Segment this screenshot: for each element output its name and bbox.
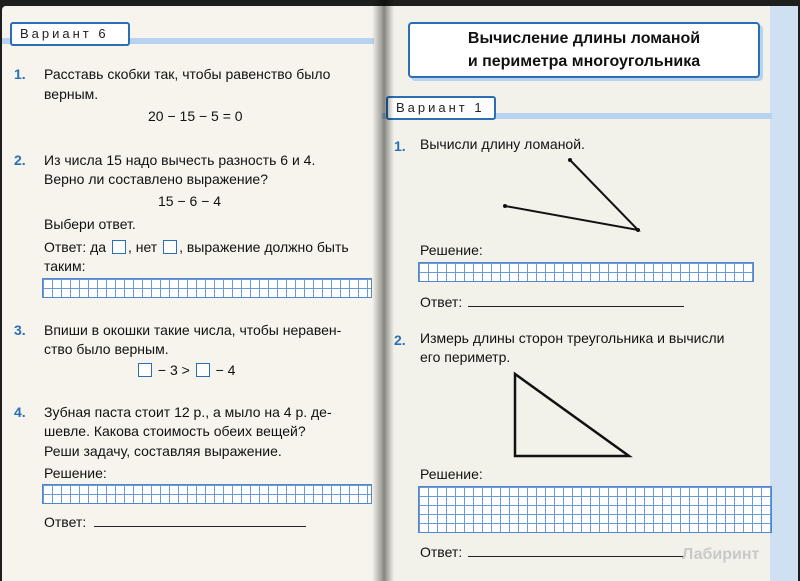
right-task-1-answer-label: Ответ: — [420, 294, 463, 310]
broken-line-point-2 — [636, 228, 640, 232]
right-task-2-solution-label: Решение: — [420, 466, 483, 482]
right-page — [382, 6, 798, 581]
task-2-choose: Выбери ответ. — [44, 216, 136, 232]
right-task-2-line-1: Измерь длины сторон треугольника и вычисли — [420, 330, 725, 346]
watermark: Лабиринт — [682, 546, 760, 563]
book-spine — [372, 0, 394, 581]
broken-line-point-3 — [503, 204, 507, 208]
task-4-answer-line[interactable] — [94, 526, 306, 527]
inequality-input-2[interactable] — [196, 363, 210, 377]
task-3-inequality — [136, 362, 235, 378]
task-4-solution-label: Решение: — [44, 465, 107, 481]
topic-title-line-2: и периметра многоугольника — [467, 53, 701, 70]
inequality-input-1[interactable] — [138, 363, 152, 377]
task-3-expr-end: − 4 — [215, 362, 236, 378]
broken-line — [505, 160, 638, 230]
topic-title-line-1: Вычисление длины ломаной — [467, 30, 701, 47]
task-2-answer-suffix: , выражение должно быть — [179, 239, 349, 255]
right-task-2-answer-line[interactable] — [468, 556, 684, 557]
right-task-1-number: 1. — [394, 138, 406, 154]
task-3-line-1: Впиши в окошки такие числа, чтобы неравен- — [44, 322, 342, 338]
task-2-expression: 15 − 6 − 4 — [158, 193, 222, 209]
task-4-line-3: Реши задачу, составляя выражение. — [44, 443, 282, 459]
left-page — [2, 6, 382, 581]
task-1-number: 1. — [14, 66, 26, 82]
right-task-2-number: 2. — [394, 332, 406, 348]
right-task-1-solution-label: Решение: — [420, 242, 483, 258]
right-task-2-line-2: его периметр. — [420, 349, 511, 365]
task-2-line-2: Верно ли составлено выражение? — [44, 171, 269, 187]
right-task-2-answer-label: Ответ: — [420, 544, 463, 560]
right-variant-label: Вариант 1 — [386, 96, 496, 120]
right-task-1-solution-grid[interactable] — [418, 262, 754, 282]
task-2-answer-prefix: Ответ: да — [44, 239, 107, 255]
triangle-figure — [507, 368, 637, 468]
right-task-2-solution-grid[interactable] — [418, 486, 772, 533]
task-1-line-1: Расставь скобки так, чтобы равенство было — [44, 66, 331, 82]
task-3-number: 3. — [14, 322, 26, 338]
yes-checkbox[interactable] — [112, 240, 126, 254]
task-4-answer-label: Ответ: — [44, 514, 87, 530]
left-variant-label: Вариант 6 — [10, 22, 130, 46]
topic-title — [408, 22, 760, 78]
broken-line-figure — [492, 151, 652, 241]
no-checkbox[interactable] — [163, 240, 177, 254]
task-4-line-2: шевле. Какова стоимость обеих вещей? — [44, 423, 306, 439]
task-4-solution-grid[interactable] — [42, 484, 372, 504]
triangle — [515, 374, 629, 456]
task-4-line-1: Зубная паста стоит 12 р., а мыло на 4 р. де- — [44, 404, 332, 420]
right-task-1-answer-line[interactable] — [468, 306, 684, 307]
task-2-answer-row — [44, 237, 349, 257]
task-1-expression: 20 − 15 − 5 = 0 — [148, 108, 243, 124]
right-task-1-text: Вычисли длину ломаной. — [420, 136, 585, 152]
task-2-answer-grid[interactable] — [42, 278, 372, 298]
task-2-line-1: Из числа 15 надо вычесть разность 6 и 4. — [44, 152, 316, 168]
task-2-answer-line-2: таким: — [44, 258, 86, 274]
task-2-answer-mid: , нет — [127, 239, 158, 255]
task-3-expr-mid: − 3 > — [157, 362, 190, 378]
task-2-number: 2. — [14, 152, 26, 168]
broken-line-point-1 — [568, 158, 572, 162]
task-3-line-2: ство было верным. — [44, 341, 169, 357]
task-4-number: 4. — [14, 404, 26, 420]
task-1-line-2: верным. — [44, 86, 99, 102]
right-edge-strip — [770, 6, 798, 581]
